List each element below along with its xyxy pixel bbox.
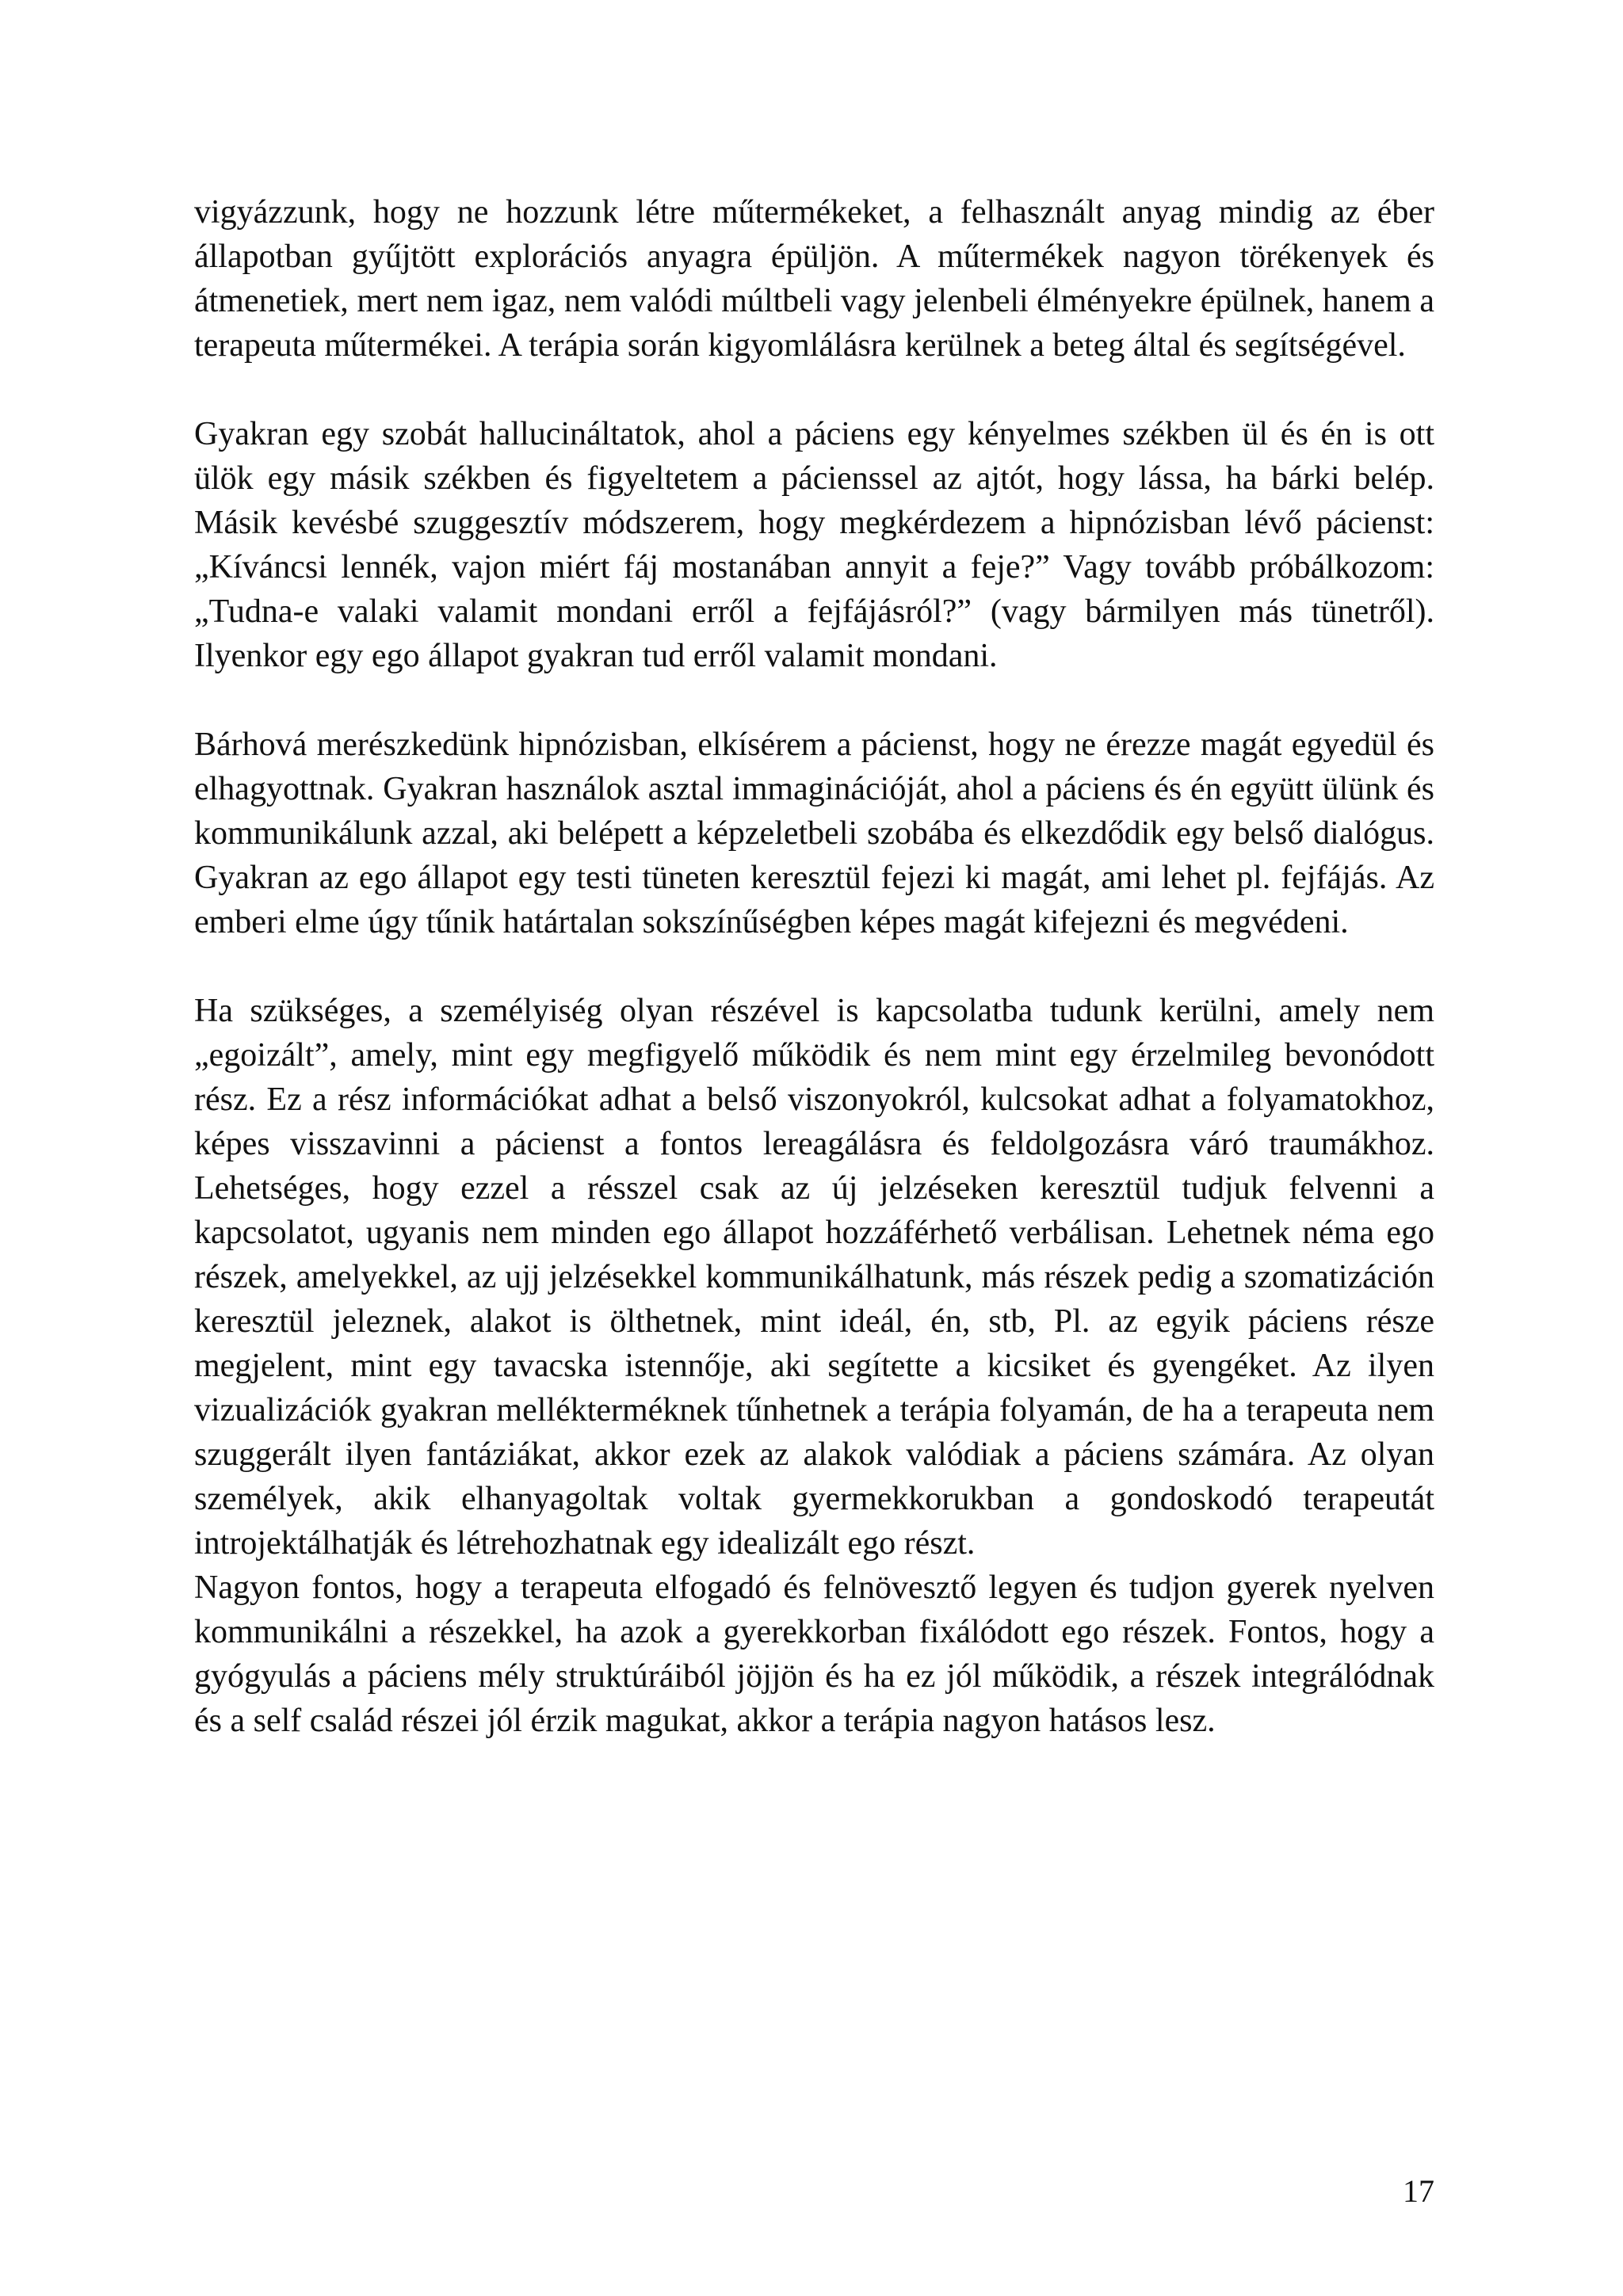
paragraph-3: Bárhová merészkedünk hipnózisban, elkísérem a pácienst, hogy ne érezze magát egyedül és elhagyottnak. Gyakran használok asztal immaginációját, ahol a páciens és én együtt ülünk és kommunikálunk azzal, aki belépett a képzeletbeli szobába és elkezdődik egy belső dialógus. Gyakran az ego állapot egy testi tüneten keresztül fejezi ki magát, ami lehet pl. fejfájás. Az emberi elme úgy tűnik határtalan sokszínűségben képes magát kifejezni és megvédeni. xyxy=(194,727,1434,940)
paragraph-1: vigyázzunk, hogy ne hozzunk létre műtermékeket, a felhasznált anyag mindig az éber állapotban gyűjtött explorációs anyagra épüljön. A műtermékek nagyon törékenyek és átmenetiek, mert nem igaz, nem valódi múltbeli vagy jelenbeli élményekre épülnek, hanem a terapeuta műtermékei. A terápia során kigyomlálásra kerülnek a beteg által és segítségével. xyxy=(194,194,1434,364)
body-text xyxy=(194,190,1434,1743)
paragraph-2: Gyakran egy szobát hallucináltatok, ahol a páciens egy kényelmes székben ül és én is ott ülök egy másik székben és figyeltetem a pácienssel az ajtót, hogy lássa, ha bárki belép. Másik kevésbé szuggesztív módszerem, hogy megkérdezem a hipnózisban lévő pácienst: „Kíváncsi lennék, vajon miért fáj mostanában annyit a feje?” Vagy tovább próbálkozom: „Tudna-e valaki valamit mondani erről a fejfájásról?” (vagy bármilyen más tünetről). Ilyenkor egy ego állapot gyakran tud erről valamit mondani. xyxy=(194,416,1434,674)
paragraph-5: Nagyon fontos, hogy a terapeuta elfogadó és felnövesztő legyen és tudjon gyerek nyelven kommunikálni a részekkel, ha azok a gyerekkorban fixálódott ego részek. Fontos, hogy a gyógyulás a páciens mély struktúráiból jöjjön és ha ez jól működik, a részek integrálódnak és a self család részei jól érzik magukat, akkor a terápia nagyon hatásos lesz. xyxy=(194,1569,1434,1739)
page-number: 17 xyxy=(1403,2173,1434,2209)
paragraph-4: Ha szükséges, a személyiség olyan részével is kapcsolatba tudunk kerülni, amely nem „egoizált”, amely, mint egy megfigyelő működik és nem mint egy érzelmileg bevonódott rész. Ez a rész információkat adhat a belső viszonyokról, kulcsokat adhat a folyamatokhoz, képes visszavinni a pácienst a fontos lereagálásra és feldolgozásra váró traumákhoz. Lehetséges, hogy ezzel a résszel csak az új jelzéseken keresztül tudjuk felvenni a kapcsolatot, ugyanis nem minden ego állapot hozzáférhető verbálisan. Lehetnek néma ego részek, amelyekkel, az ujj jelzésekkel kommunikálhatunk, más részek pedig a szomatizáción keresztül jeleznek, alakot is ölthetnek, mint ideál, én, stb, Pl. az egyik páciens része megjelent, mint egy tavacska istennője, aki segítette a kicsiket és gyengéket. Az ilyen vizualizációk gyakran mellékterméknek tűnhetnek a terápia folyamán, de ha a terapeuta nem szuggerált ilyen fantáziákat, akkor ezek az alakok valódiak a páciens számára. Az olyan személyek, akik elhanyagoltak voltak gyermekkorukban a gondoskodó terapeutát introjektálhatják és létrehozhatnak egy idealizált ego részt. xyxy=(194,993,1434,1562)
